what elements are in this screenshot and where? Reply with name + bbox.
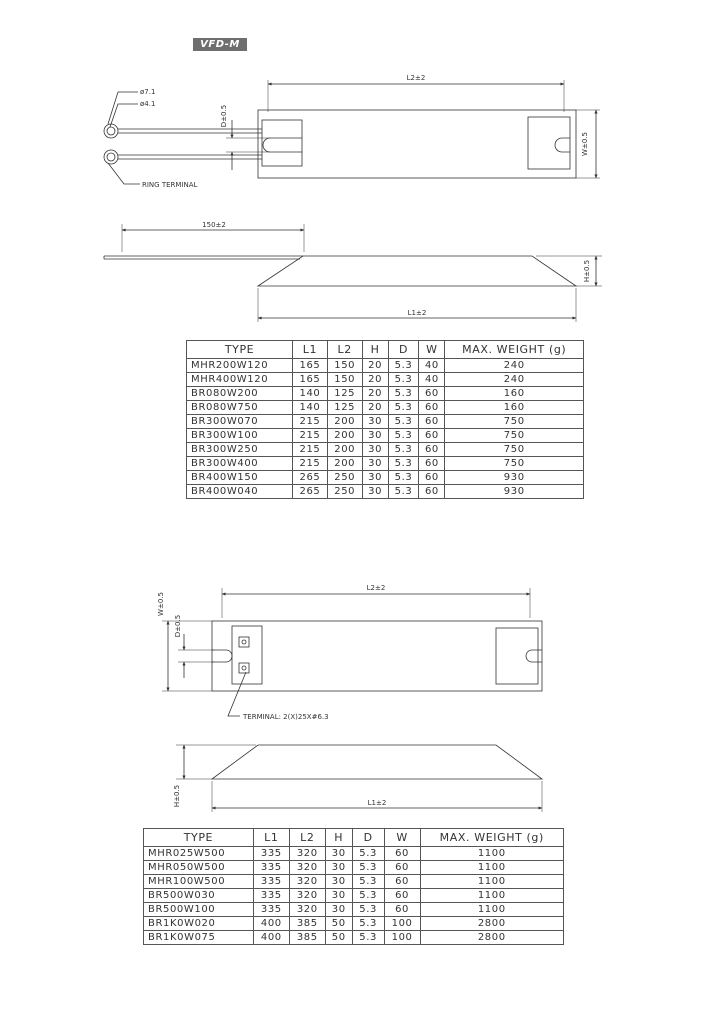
dim-w-label: W±0.5 bbox=[581, 132, 589, 156]
table-row bbox=[187, 359, 584, 373]
left-slot bbox=[263, 138, 302, 152]
cell-l1: 265 bbox=[293, 471, 328, 485]
cell-l2: 250 bbox=[327, 471, 362, 485]
cell-l2: 200 bbox=[327, 429, 362, 443]
cell-weight: 160 bbox=[445, 387, 584, 401]
cell-h: 30 bbox=[362, 443, 388, 457]
cell-type: BR500W100 bbox=[144, 903, 254, 917]
cell-h: 30 bbox=[325, 889, 352, 903]
cell-h: 50 bbox=[325, 931, 352, 945]
right-slot bbox=[555, 138, 570, 152]
col-l2: L2 bbox=[327, 341, 362, 359]
cell-l1: 140 bbox=[293, 387, 328, 401]
dim-phi-outer-label: ø7.1 bbox=[140, 88, 156, 96]
table-row bbox=[144, 875, 564, 889]
cell-l1: 400 bbox=[253, 931, 289, 945]
cell-w: 60 bbox=[419, 429, 445, 443]
cell-w: 60 bbox=[384, 889, 420, 903]
dim-w-label-2: W±0.5 bbox=[157, 592, 165, 616]
cell-weight: 1100 bbox=[420, 847, 563, 861]
vfd-m-logo: VFD-M bbox=[193, 38, 247, 51]
col-l1: L1 bbox=[293, 341, 328, 359]
col-h: H bbox=[325, 829, 352, 847]
cell-w: 40 bbox=[419, 359, 445, 373]
dim-l2-label-2: L2±2 bbox=[366, 584, 386, 592]
cell-type: BR500W030 bbox=[144, 889, 254, 903]
table-row bbox=[187, 429, 584, 443]
cell-w: 60 bbox=[384, 861, 420, 875]
cell-d: 5.3 bbox=[352, 917, 384, 931]
cell-h: 20 bbox=[362, 359, 388, 373]
cell-weight: 1100 bbox=[420, 861, 563, 875]
cell-l2: 320 bbox=[289, 889, 325, 903]
cell-weight: 240 bbox=[445, 373, 584, 387]
cell-l1: 265 bbox=[293, 485, 328, 499]
cell-type: MHR400W120 bbox=[187, 373, 293, 387]
table-row bbox=[187, 471, 584, 485]
resistor-body-top-2 bbox=[212, 621, 542, 691]
cell-weight: 2800 bbox=[420, 931, 563, 945]
cell-d: 5.3 bbox=[352, 861, 384, 875]
cell-d: 5.3 bbox=[388, 485, 419, 499]
col-type: TYPE bbox=[187, 341, 293, 359]
terminal-label-2: TERMINAL: 2(X)25X#6.3 bbox=[243, 713, 329, 721]
cell-h: 30 bbox=[362, 471, 388, 485]
cell-w: 60 bbox=[384, 847, 420, 861]
table-row bbox=[144, 931, 564, 945]
cell-w: 60 bbox=[419, 415, 445, 429]
cell-l2: 125 bbox=[327, 401, 362, 415]
col-weight: MAX. WEIGHT (g) bbox=[420, 829, 563, 847]
col-l2: L2 bbox=[289, 829, 325, 847]
col-type: TYPE bbox=[144, 829, 254, 847]
cell-w: 60 bbox=[419, 457, 445, 471]
dim-d-label: D±0.5 bbox=[220, 104, 228, 128]
cell-d: 5.3 bbox=[352, 903, 384, 917]
cell-l1: 335 bbox=[253, 889, 289, 903]
cell-l2: 150 bbox=[327, 359, 362, 373]
cell-l2: 250 bbox=[327, 485, 362, 499]
resistor-body-side bbox=[258, 256, 576, 286]
cell-h: 30 bbox=[362, 429, 388, 443]
cell-d: 5.3 bbox=[388, 415, 419, 429]
spec-table-2 bbox=[143, 828, 564, 945]
cell-d: 5.3 bbox=[352, 931, 384, 945]
spec-table-1 bbox=[186, 340, 584, 499]
drawing2-side-view bbox=[176, 745, 542, 812]
cell-weight: 930 bbox=[445, 471, 584, 485]
cell-l2: 385 bbox=[289, 917, 325, 931]
cell-type: MHR200W120 bbox=[187, 359, 293, 373]
cell-l2: 200 bbox=[327, 443, 362, 457]
cell-l2: 200 bbox=[327, 457, 362, 471]
cell-w: 100 bbox=[384, 917, 420, 931]
table-body bbox=[187, 359, 584, 499]
cell-w: 60 bbox=[384, 903, 420, 917]
cell-d: 5.3 bbox=[388, 401, 419, 415]
left-mount bbox=[262, 120, 302, 166]
terminal-tab-1 bbox=[239, 637, 249, 647]
cell-h: 20 bbox=[362, 401, 388, 415]
cell-d: 5.3 bbox=[388, 429, 419, 443]
cell-w: 60 bbox=[419, 387, 445, 401]
cell-type: BR300W400 bbox=[187, 457, 293, 471]
cell-type: BR300W070 bbox=[187, 415, 293, 429]
dim-l2-label: L2±2 bbox=[406, 74, 426, 82]
cell-weight: 240 bbox=[445, 359, 584, 373]
cell-type: MHR100W500 bbox=[144, 875, 254, 889]
drawing2-top-view bbox=[162, 588, 542, 716]
col-weight: MAX. WEIGHT (g) bbox=[445, 341, 584, 359]
cell-l2: 150 bbox=[327, 373, 362, 387]
cell-h: 30 bbox=[325, 847, 352, 861]
table-row bbox=[187, 443, 584, 457]
dim-h-label-2: H±0.5 bbox=[173, 784, 181, 808]
left-slot-2 bbox=[212, 650, 232, 662]
cell-l1: 215 bbox=[293, 443, 328, 457]
cell-h: 20 bbox=[362, 373, 388, 387]
cell-weight: 750 bbox=[445, 457, 584, 471]
table-header-row bbox=[144, 829, 564, 847]
cell-d: 5.3 bbox=[388, 387, 419, 401]
cell-d: 5.3 bbox=[388, 359, 419, 373]
col-d: D bbox=[388, 341, 419, 359]
cell-l1: 335 bbox=[253, 861, 289, 875]
table-row bbox=[144, 847, 564, 861]
cell-w: 60 bbox=[419, 471, 445, 485]
right-mount bbox=[528, 117, 570, 169]
cell-w: 100 bbox=[384, 931, 420, 945]
cell-d: 5.3 bbox=[388, 471, 419, 485]
cell-w: 60 bbox=[384, 875, 420, 889]
cell-l2: 320 bbox=[289, 861, 325, 875]
cell-l1: 335 bbox=[253, 903, 289, 917]
cell-d: 5.3 bbox=[388, 443, 419, 457]
cell-weight: 750 bbox=[445, 443, 584, 457]
cell-l1: 400 bbox=[253, 917, 289, 931]
cell-h: 30 bbox=[362, 457, 388, 471]
cell-w: 60 bbox=[419, 485, 445, 499]
table-row bbox=[144, 861, 564, 875]
cell-type: BR400W040 bbox=[187, 485, 293, 499]
cell-weight: 2800 bbox=[420, 917, 563, 931]
table-row bbox=[187, 401, 584, 415]
table-row bbox=[144, 917, 564, 931]
col-w: W bbox=[384, 829, 420, 847]
dim-h-label: H±0.5 bbox=[583, 259, 591, 283]
dim-l1-label-2: L1±2 bbox=[367, 799, 387, 807]
cell-h: 30 bbox=[362, 415, 388, 429]
cell-w: 40 bbox=[419, 373, 445, 387]
table-row bbox=[187, 387, 584, 401]
dim-l1-label: L1±2 bbox=[407, 309, 427, 317]
dim-phi-inner-label: ø4.1 bbox=[140, 100, 156, 108]
cell-h: 30 bbox=[325, 903, 352, 917]
cell-l2: 125 bbox=[327, 387, 362, 401]
cell-h: 30 bbox=[325, 875, 352, 889]
cell-d: 5.3 bbox=[352, 889, 384, 903]
col-h: H bbox=[362, 341, 388, 359]
right-slot-2 bbox=[526, 650, 542, 662]
cell-h: 20 bbox=[362, 387, 388, 401]
cell-l1: 165 bbox=[293, 373, 328, 387]
terminal-tab-2 bbox=[239, 663, 249, 673]
cell-type: MHR050W500 bbox=[144, 861, 254, 875]
cell-weight: 1100 bbox=[420, 889, 563, 903]
col-d: D bbox=[352, 829, 384, 847]
table-row bbox=[187, 373, 584, 387]
cell-type: BR300W250 bbox=[187, 443, 293, 457]
cell-h: 30 bbox=[325, 861, 352, 875]
cell-l1: 335 bbox=[253, 875, 289, 889]
cell-type: BR1K0W020 bbox=[144, 917, 254, 931]
terminal-block bbox=[232, 626, 262, 684]
ring-terminal-outer-2 bbox=[104, 150, 118, 164]
cell-l2: 320 bbox=[289, 847, 325, 861]
table-row bbox=[187, 457, 584, 471]
cell-weight: 750 bbox=[445, 415, 584, 429]
dim-d-label-2: D±0.5 bbox=[174, 614, 182, 638]
drawing1-top-view bbox=[104, 80, 600, 184]
cell-type: BR080W200 bbox=[187, 387, 293, 401]
right-mount-2 bbox=[496, 628, 538, 684]
cell-l2: 320 bbox=[289, 903, 325, 917]
cell-d: 5.3 bbox=[388, 457, 419, 471]
cell-type: BR1K0W075 bbox=[144, 931, 254, 945]
cell-l1: 335 bbox=[253, 847, 289, 861]
cell-l2: 200 bbox=[327, 415, 362, 429]
cell-weight: 930 bbox=[445, 485, 584, 499]
cell-l2: 385 bbox=[289, 931, 325, 945]
dim-lead-label: 150±2 bbox=[202, 221, 226, 229]
cell-h: 50 bbox=[325, 917, 352, 931]
cell-d: 5.3 bbox=[352, 875, 384, 889]
cell-weight: 1100 bbox=[420, 903, 563, 917]
cell-weight: 160 bbox=[445, 401, 584, 415]
cell-w: 60 bbox=[419, 443, 445, 457]
drawing1-side-view bbox=[104, 224, 602, 322]
cell-d: 5.3 bbox=[352, 847, 384, 861]
cell-w: 60 bbox=[419, 401, 445, 415]
cell-h: 30 bbox=[362, 485, 388, 499]
cell-l1: 165 bbox=[293, 359, 328, 373]
cell-l1: 215 bbox=[293, 429, 328, 443]
cell-type: BR080W750 bbox=[187, 401, 293, 415]
cell-l1: 215 bbox=[293, 457, 328, 471]
cell-type: BR300W100 bbox=[187, 429, 293, 443]
col-w: W bbox=[419, 341, 445, 359]
cell-weight: 1100 bbox=[420, 875, 563, 889]
cell-type: BR400W150 bbox=[187, 471, 293, 485]
cell-l1: 140 bbox=[293, 401, 328, 415]
cell-l1: 215 bbox=[293, 415, 328, 429]
table-row bbox=[187, 415, 584, 429]
cell-l2: 320 bbox=[289, 875, 325, 889]
table-header-row bbox=[187, 341, 584, 359]
resistor-body-side-2 bbox=[212, 745, 542, 779]
table-body bbox=[144, 847, 564, 945]
cell-type: MHR025W500 bbox=[144, 847, 254, 861]
table-row bbox=[144, 889, 564, 903]
cell-d: 5.3 bbox=[388, 373, 419, 387]
cell-weight: 750 bbox=[445, 429, 584, 443]
ring-terminal-label: RING TERMINAL bbox=[142, 181, 198, 189]
ring-terminal-outer-1 bbox=[104, 124, 118, 138]
table-row bbox=[187, 485, 584, 499]
col-l1: L1 bbox=[253, 829, 289, 847]
table-row bbox=[144, 903, 564, 917]
